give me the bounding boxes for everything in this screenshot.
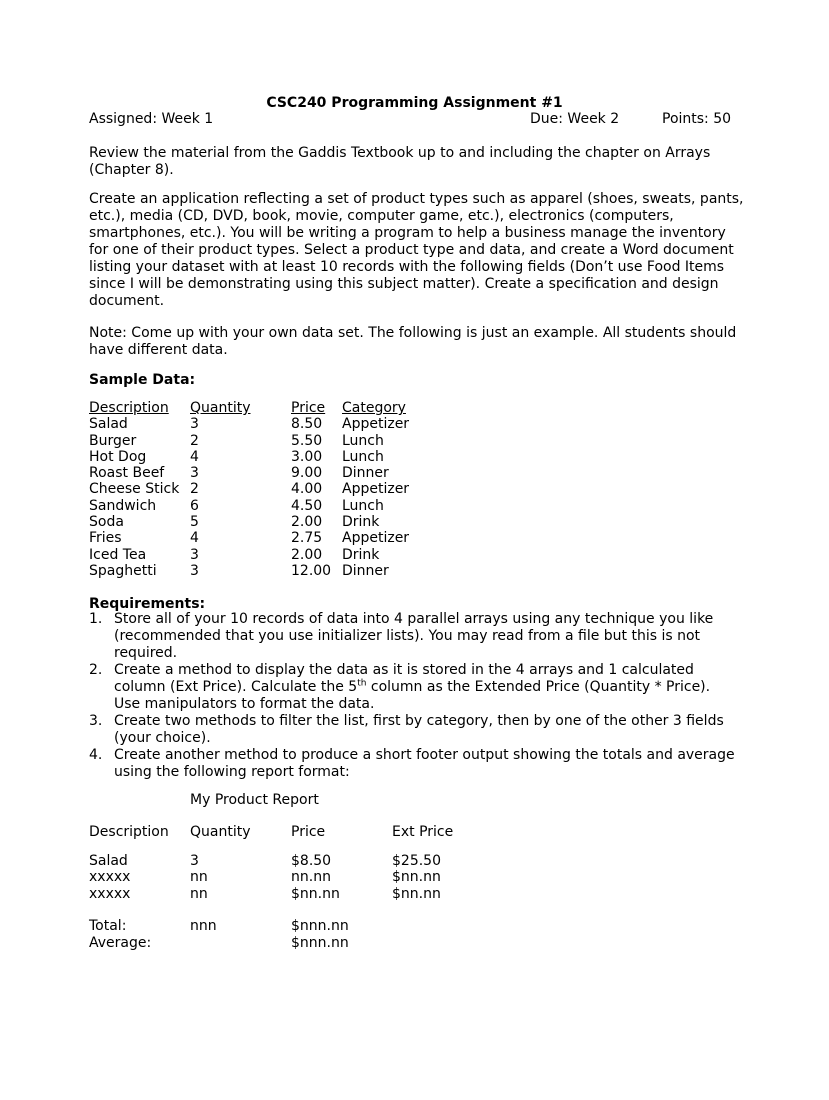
list-item-text: column as the Extended Price (Quantity * Price). Use manipulators to format the data. [114, 679, 711, 712]
report-column-header: Description [89, 824, 169, 840]
list-item-text: Create a method to display the data as it is stored in the 4 arrays and 1 calculated column (Ext Price). Calculate the 5 [114, 662, 694, 695]
sample-data-table [89, 400, 409, 579]
table-cell: 6 [190, 497, 199, 514]
table-cell: Dinner [342, 465, 389, 482]
report-cell: xxxxx [89, 886, 131, 902]
requirements-heading: Requirements: [89, 596, 206, 612]
table-cell: 3 [190, 546, 199, 563]
table-cell: Fries [89, 530, 122, 547]
column-header: Price [291, 400, 326, 416]
table-cell: Iced Tea [89, 546, 147, 563]
list-item [89, 611, 739, 662]
table-cell: Salad [89, 416, 128, 433]
table-row [89, 563, 409, 579]
table-cell: 2.00 [291, 514, 323, 531]
list-item-text: Create another method to produce a short footer output showing the totals and average using the following report format: [114, 747, 735, 780]
report-cell: nn [190, 869, 208, 885]
report-cell: $nn.nn [392, 886, 441, 902]
list-item-text: Store all of your 10 records of data into 4 parallel arrays using any technique you like (recommended that you use initializer lists). You may read from a file but this is not required. [114, 611, 714, 661]
table-cell: Roast Beef [89, 465, 165, 482]
column-header: Category [342, 400, 406, 416]
report-total-label: Total: [89, 918, 127, 934]
table-cell: Lunch [342, 448, 384, 465]
report-cell: nn [190, 886, 208, 902]
column-header: Quantity [190, 400, 251, 416]
report-total-quantity: nnn [190, 918, 217, 934]
table-cell: Drink [342, 546, 380, 563]
table-cell: 3 [190, 562, 199, 579]
report-cell: nn.nn [291, 869, 331, 885]
list-item-number: 1. [89, 611, 103, 627]
table-row [89, 530, 409, 546]
report-cell: Salad [89, 853, 128, 869]
table-cell: 2 [190, 481, 199, 498]
table-cell: 2.00 [291, 546, 323, 563]
intro-paragraph-3: Note: Come up with your own data set. The following is just an example. All students should have different data. [89, 325, 737, 358]
table-cell: 5 [190, 514, 199, 531]
table-cell: 2 [190, 432, 199, 449]
points: Points: 50 [662, 111, 732, 127]
table-cell: Appetizer [342, 530, 410, 547]
table-cell: Drink [342, 514, 380, 531]
table-cell: 3 [190, 416, 199, 433]
list-item [89, 747, 739, 781]
table-cell: Sandwich [89, 497, 157, 514]
table-row [89, 465, 409, 481]
report-cell: $25.50 [392, 853, 441, 869]
column-header: Description [89, 400, 169, 416]
sample-data-heading: Sample Data: [89, 372, 196, 388]
table-cell: 3 [190, 465, 199, 482]
table-cell: Appetizer [342, 416, 410, 433]
table-cell: 4 [190, 448, 199, 465]
table-cell: Dinner [342, 562, 389, 579]
table-row [89, 498, 409, 514]
table-row [89, 416, 409, 432]
intro-paragraph-1: Review the material from the Gaddis Textbook up to and including the chapter on Arrays (Chapter 8). [89, 145, 711, 178]
list-item-text: Create two methods to filter the list, first by category, then by one of the other 3 fields (your choice). [114, 713, 724, 746]
report-average-price: $nnn.nn [291, 935, 349, 951]
report-column-header: Ext Price [392, 824, 454, 840]
table-cell: 2.75 [291, 530, 323, 547]
table-cell: Burger [89, 432, 137, 449]
report-cell: $nn.nn [291, 886, 340, 902]
requirements-list [89, 611, 739, 781]
table-cell: Spaghetti [89, 562, 157, 579]
report-cell: $nn.nn [392, 869, 441, 885]
report-column-header: Price [291, 824, 326, 840]
report-cell: 3 [190, 853, 199, 869]
list-item-number: 2. [89, 662, 103, 678]
report-average-label: Average: [89, 935, 152, 951]
page-title: CSC240 Programming Assignment #1 [266, 95, 563, 111]
superscript: th [357, 678, 367, 689]
due-week: Due: Week 2 [530, 111, 620, 127]
table-cell: Lunch [342, 497, 384, 514]
report-total-price: $nnn.nn [291, 918, 349, 934]
list-item-number: 4. [89, 747, 103, 763]
assigned-week: Assigned: Week 1 [89, 111, 214, 127]
table-cell: 5.50 [291, 432, 323, 449]
table-cell: Soda [89, 514, 124, 531]
table-cell: 4.50 [291, 497, 323, 514]
table-cell: Hot Dog [89, 448, 147, 465]
table-cell: Cheese Stick [89, 481, 180, 498]
table-cell: 4 [190, 530, 199, 547]
report-cell: $8.50 [291, 853, 332, 869]
intro-paragraph-2: Create an application reflecting a set of product types such as apparel (shoes, sweats, pants, etc.), media (CD, DVD, book, movie, computer game, etc.), electronics (computers, smartphones, etc.). You will be writing a program to help a business manage the inventory for one of their product types. Select a product type and data, and create a Word document listing your dataset with at least 10 records with the following fields (Don’t use Food Items since I will be demonstrating using this subject matter). Create a specification and design document. [89, 191, 744, 309]
table-row [89, 547, 409, 563]
list-item [89, 662, 739, 713]
table-cell: 9.00 [291, 465, 323, 482]
report-title: My Product Report [190, 792, 319, 808]
table-row [89, 514, 409, 530]
list-item-number: 3. [89, 713, 103, 729]
table-row [89, 481, 409, 497]
report-column-header: Quantity [190, 824, 251, 840]
table-cell: Lunch [342, 432, 384, 449]
table-cell: 4.00 [291, 481, 323, 498]
table-header-row [89, 400, 409, 416]
table-cell: Appetizer [342, 481, 410, 498]
table-cell: 8.50 [291, 416, 323, 433]
list-item [89, 713, 739, 747]
table-row [89, 433, 409, 449]
table-row [89, 449, 409, 465]
report-cell: xxxxx [89, 869, 131, 885]
table-cell: 12.00 [291, 562, 332, 579]
table-cell: 3.00 [291, 448, 323, 465]
